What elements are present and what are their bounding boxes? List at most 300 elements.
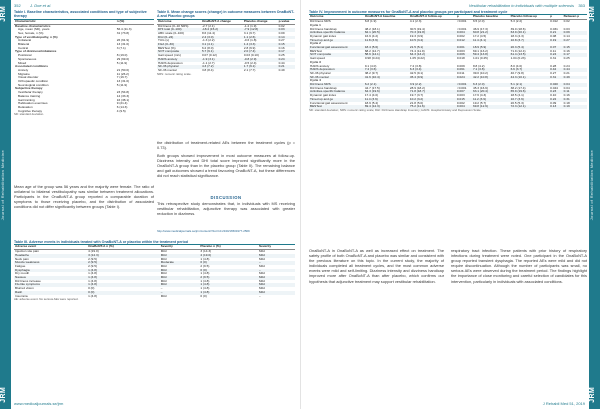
table-cell: 1 (4.8) xyxy=(199,283,258,287)
table-cell: Habituation exercises xyxy=(18,101,48,106)
table-cell: Gait speed (m/s) xyxy=(158,53,181,58)
table-cell: 4 (9.5) xyxy=(116,108,126,113)
table-cell: Moderate xyxy=(160,261,200,265)
table-cell: Mild xyxy=(160,278,167,283)
table-cell: Rash xyxy=(14,291,87,295)
table-cell: 71.8 (18.7) xyxy=(409,90,456,94)
left-running-header: J. Doe et al. xyxy=(30,3,52,8)
table-cell: 5 (11.9) xyxy=(116,82,128,87)
table-cell: 11.2 (3.9) xyxy=(472,98,510,102)
table-cell: 8 (19.0) xyxy=(116,53,128,58)
table-cell: 0.28 xyxy=(550,63,557,68)
table-3 xyxy=(14,240,295,302)
table-cell: 18.4 (5.6) xyxy=(364,46,409,50)
table-cell: 0.98 (0.24) xyxy=(364,56,380,61)
table-cell: 2 (9.5) xyxy=(88,256,98,261)
table-cell: 2.0 (7.4) xyxy=(243,50,278,54)
table-cell: 2.1 (7.7) xyxy=(243,67,256,72)
table-cell: 0.020 xyxy=(549,83,563,87)
table-cell: Positional xyxy=(18,53,32,58)
table-cell: Headache xyxy=(14,254,87,258)
table-cell: 0.49 xyxy=(563,76,587,80)
table-cell: Mild xyxy=(160,293,167,298)
table-cell: 2.4 (3.0) xyxy=(201,36,243,40)
table-cell: 56.4 (11.3) xyxy=(116,27,132,32)
right-text-b: respiratory tract infection. These patients with prior history of respiratory infections during treatment were noted. One participant in the OnaBoNT-A group reported transient dysphagia. The reported AEs were mild and did not require discontinuation. Although the number of participants was small, no serious AEs were observed during the treatment period. The findings highlight the importance of close monitoring and careful selection of candidates for this intervention, particularly in individuals with associated conditions. xyxy=(451,248,587,284)
table-cell: 0.15 xyxy=(563,46,587,50)
table-2 xyxy=(157,10,295,76)
table-cell: 8.0 (4.0) xyxy=(510,63,523,68)
table-cell: Mild xyxy=(258,291,295,295)
table-cell: 0.09 xyxy=(278,30,285,35)
table-cell: 10.7 (3.6) xyxy=(510,98,550,102)
table-3-header: Placebo n (%) xyxy=(199,245,258,250)
table-cell: – xyxy=(259,293,261,298)
table-cell: – xyxy=(160,286,163,291)
table-cell: 0.061 xyxy=(456,68,472,72)
spine-journal-abbrev-top: JRM xyxy=(0,6,7,22)
table-cell: Mild xyxy=(160,276,200,280)
table-cell: -1.3 (2.2) xyxy=(201,38,215,43)
table-cell: 0.11 xyxy=(563,90,587,94)
table-cell: Mild xyxy=(259,271,265,276)
table-2-caption: Table II. Mean change scores (change) in outcome measures between OnaBoNT-A and Placebo groups xyxy=(157,10,295,19)
table-cell: Gait speed xyxy=(310,56,325,61)
table-cell: Baseline characteristics xyxy=(15,23,51,28)
table-3-header: Severity xyxy=(160,245,200,250)
right-running-header: Vestibular rehabilitation in individuals with multiple sclerosis xyxy=(468,3,574,8)
table-cell: 1.04 (0.23) xyxy=(510,56,526,61)
table-cell: 69.1 (13.2) xyxy=(472,48,488,53)
table-cell: ABC scale (0–100) xyxy=(158,30,184,35)
table-cell: Cycle 1 xyxy=(310,22,321,27)
table-cell: 0.13 xyxy=(549,105,563,109)
table-cell: 0 (0) xyxy=(200,293,207,298)
table-cell: 0.49 xyxy=(278,67,285,72)
table-4-header: p xyxy=(456,15,472,20)
table-cell: 46.9 (17.3) xyxy=(472,26,488,31)
table-cell: Type of dizziness/imbalance xyxy=(15,49,57,54)
table-cell: 3.8 (8.4) xyxy=(201,67,214,72)
table-cell: 6.6 (3.7) xyxy=(510,68,550,72)
table-cell: 0.31 xyxy=(563,98,587,102)
table-cell: 0.024 xyxy=(456,76,472,80)
table-cell: 0.015 xyxy=(456,98,472,102)
table-cell: Timed up and go xyxy=(309,39,364,43)
table-cell: 0.31 xyxy=(550,56,557,61)
table-cell: DGI (0–24) xyxy=(157,36,201,40)
table-4-grid xyxy=(309,14,587,109)
table-cell: 11 (26.2) xyxy=(116,71,129,76)
table-cell: Fatigue xyxy=(15,263,26,268)
table-cell: 17.4 (4.0) xyxy=(364,93,379,98)
table-cell: 69.8 (12.9) xyxy=(472,105,510,109)
table-cell: 0.07 (0.12) xyxy=(201,53,217,58)
table-cell: 0.004 xyxy=(456,31,472,35)
table-cell: 9.1 (4.0) xyxy=(364,63,377,68)
table-cell: Dizziness NRS xyxy=(310,19,331,24)
table-cell: – xyxy=(258,261,295,265)
table-cell: Neurological condition xyxy=(18,82,49,87)
table-cell: SOT composite xyxy=(309,53,364,57)
table-cell: 0.16 xyxy=(563,93,570,98)
table-cell: 20.5 (5.3) xyxy=(510,100,524,105)
table-cell: 14 (33.3) xyxy=(116,93,130,98)
table-cell: 0.18 xyxy=(563,100,570,105)
table-cell: 7.4 (3.6) xyxy=(364,68,409,72)
table-cell: 10.8 (3.7) xyxy=(510,39,550,43)
table-cell: 0.02 xyxy=(563,19,570,24)
table-cell: Functional gait assessment xyxy=(309,46,364,50)
table-cell: 28.9 (18.2) xyxy=(409,85,425,90)
table-cell: Activities-specific balance xyxy=(309,90,364,94)
table-cell: 1.05 (0.22) xyxy=(409,56,425,61)
table-cell: 17.6 (4.3) xyxy=(472,93,487,98)
table-cell: Vestibular therapy xyxy=(18,90,43,95)
table-cell: Mild xyxy=(258,283,295,287)
table-cell: Balance training xyxy=(18,93,41,98)
table-cell: 64.3 (19.6) xyxy=(364,90,409,94)
table-2-header: Outcome xyxy=(157,19,201,24)
table-cell: Dynamic gait index xyxy=(310,33,337,38)
table-cell: 1 (4.8) xyxy=(88,278,98,283)
table-cell: 0.19 xyxy=(549,39,563,43)
table-cell: Nausea xyxy=(14,276,87,280)
table-cell: Cognitive therapy xyxy=(18,108,43,113)
table-cell: 7.2 (3.8) xyxy=(409,63,422,68)
table-cell: 0.22 xyxy=(549,98,563,102)
table-cell: 0.006 xyxy=(456,53,472,57)
table-cell: Dynamic gait index xyxy=(310,93,337,98)
table-cell: 3.1 (9.7) xyxy=(243,30,256,35)
table-cell: 2 (9.5) xyxy=(200,263,210,268)
table-cell: 0.08 xyxy=(550,33,557,38)
table-cell: Flu-like symptoms xyxy=(14,283,87,287)
table-cell: 4 (19.0) xyxy=(88,249,99,254)
table-cell: 18.9 (5.9) xyxy=(472,46,510,50)
table-cell: 3 (7.1) xyxy=(116,45,126,50)
table-cell: <0.001 xyxy=(456,83,472,87)
table-cell: 4.1 (2.3) xyxy=(409,19,422,24)
table-cell: 0.42 xyxy=(549,68,563,72)
table-cell: HADS anxiety xyxy=(310,63,330,68)
table-cell: 29 (69.0) xyxy=(116,56,130,61)
table-cell: 0.21 xyxy=(563,70,570,75)
table-2-header: p-value xyxy=(278,19,295,24)
table-cell: 45.3 (16.9) xyxy=(472,85,488,90)
table-cell: 0 (0) xyxy=(88,286,95,291)
table-cell: 1.01 (0.25) xyxy=(472,56,488,61)
table-cell: Mild xyxy=(160,263,167,268)
discussion-heading: DISCUSSION xyxy=(210,195,242,200)
table-cell: 1 (4.8) xyxy=(200,278,210,283)
table-cell: -1.1 (2.7) xyxy=(201,60,215,65)
table-cell: Anxiety xyxy=(18,67,29,72)
table-cell: Injection site pain xyxy=(15,249,39,254)
table-cell: 3 (14.3) xyxy=(200,249,212,254)
table-4 xyxy=(309,10,587,112)
table-cell: 0.21 xyxy=(278,65,295,69)
table-cell: SOT composite xyxy=(157,50,201,54)
table-cell: 13 (31.0) xyxy=(116,42,130,47)
table-cell: 0 (0) xyxy=(199,269,258,273)
table-cell: Cycle 2 xyxy=(310,41,321,46)
table-cell: 58.6 (14.1) xyxy=(364,53,409,57)
table-cell: 38.2 (17.4) xyxy=(510,85,526,90)
table-cell: 0.009 xyxy=(456,63,465,68)
table-cell: Neck pain xyxy=(15,256,29,261)
table-cell: 0.003 xyxy=(456,48,465,53)
table-cell: 19.3 (3.9) xyxy=(409,33,424,38)
table-cell: Gait training xyxy=(18,97,35,102)
table-cell: Mild xyxy=(259,249,265,254)
table-cell: -2.7 (2.1) xyxy=(201,23,215,28)
table-cell: Associated conditions xyxy=(15,64,49,69)
table-cell: 0.003 xyxy=(456,93,465,98)
table-cell: 18.3 (4.3) xyxy=(510,33,524,38)
table-cell: 6.2 (8.0) xyxy=(201,45,214,50)
table-cell: Dizziness NRS xyxy=(309,83,364,87)
table-cell: 69.4 (12.3) xyxy=(364,105,409,109)
table-cell: 5.1 (2.1) xyxy=(510,83,550,87)
table-cell: 72.3 (12.1) xyxy=(510,105,550,109)
table-cell: Mild xyxy=(259,263,265,268)
table-cell: 0.44 xyxy=(563,68,587,72)
table-cell: 0.14 xyxy=(278,36,295,40)
table-cell: 2 (9.5) xyxy=(87,261,160,265)
table-cell: 2 (9.5) xyxy=(88,263,98,268)
table-cell: 3.1 (4.1) xyxy=(201,43,243,47)
table-cell: 0.04 xyxy=(563,83,587,87)
table-cell: 18.5 (4.1) xyxy=(510,93,524,98)
table-cell: BESTest (%) xyxy=(158,45,176,50)
table-cell: 6.3 (2.0) xyxy=(472,83,510,87)
table-cell: Sex, female, n (%) xyxy=(18,30,44,35)
table-cell: 48.2 (18.1) xyxy=(364,26,380,31)
table-cell: FGA (0–30) xyxy=(157,43,201,47)
table-cell: -1.2 (1.9) xyxy=(243,23,257,28)
table-cell: Dizziness (0–10 NRS) xyxy=(158,23,189,28)
spine-journal-abbrev-bottom: JRM xyxy=(589,387,596,403)
table-cell: Timed up and go xyxy=(309,98,364,102)
table-cell: Migraine xyxy=(18,71,30,76)
table-cell: Visual disorder xyxy=(18,75,39,80)
spine-journal-full: Journal of Rehabilitation Medicine xyxy=(589,150,594,221)
table-3-caption: Table III. Adverse events in individuals treated with OnaBoNT-A or placebo within the treatment period xyxy=(14,240,188,244)
table-cell: 7.1 (3.8) xyxy=(472,68,510,72)
table-cell: -1.9 (3.1) xyxy=(201,58,243,62)
table-cell: 0.004 xyxy=(456,105,472,109)
table-cell: 31 (73.8) xyxy=(116,30,130,35)
table-cell: 5.3 (2.2) xyxy=(510,19,523,24)
table-cell: 0.15 xyxy=(278,43,295,47)
table-cell: 0.03 (0.10) xyxy=(243,53,259,58)
table-cell: 63.9 (20.1) xyxy=(510,31,550,35)
table-cell: Mild xyxy=(160,249,167,254)
table-cell: 0.09 xyxy=(563,31,587,35)
table-cell: 26 (61.9) xyxy=(116,38,130,43)
table-cell: 60.8 (21.2) xyxy=(472,31,510,35)
table-cell: Spontaneous xyxy=(18,56,37,61)
left-spine xyxy=(0,0,11,409)
table-cell: Orthopaedic condition xyxy=(18,79,49,84)
table-cell: 63.1 (20.4) xyxy=(472,90,510,94)
table-3-header: Adverse event xyxy=(14,245,87,250)
table-cell: 0.27 xyxy=(550,70,557,75)
table-cell: 70.3 (19.8) xyxy=(409,31,456,35)
table-cell: 0.16 xyxy=(563,48,570,53)
table-cell: 1.7 (6.1) xyxy=(243,65,278,69)
right-footer: J Rehabil Med 51, 2019 xyxy=(542,401,585,406)
table-cell: Mixed xyxy=(18,60,27,65)
table-cell: 0 (0) xyxy=(199,261,258,265)
table-4-header: Between p xyxy=(563,15,587,20)
table-cell: 0.012 xyxy=(550,19,558,24)
table-1-caption: Table I. Baseline characteristics, associated conditions and type of subjective therapy xyxy=(14,10,147,19)
spine-journal-abbrev-bottom: JRM xyxy=(0,387,7,403)
table-cell: -0.6 (1.8) xyxy=(243,38,257,43)
table-cell: <0.001 xyxy=(456,26,467,31)
table-4-header: Placebo baseline xyxy=(472,15,510,20)
discussion-text: This retrospective study demonstrates that, in individuals with MS receiving vestibular rehabilitation, adjunctive therapy was associated with greater reduction in dizziness. xyxy=(157,201,295,217)
table-cell: 11.4 (4.1) xyxy=(472,39,510,43)
table-cell: Relaxation xyxy=(18,104,33,109)
table-cell: Dysphagia xyxy=(14,269,87,273)
table-cell: 0.03 xyxy=(278,28,295,32)
table-cell: 6.3 (3.4) xyxy=(409,68,456,72)
table-cell: 1 (4.8) xyxy=(87,269,160,273)
table-cell: 0.002 xyxy=(456,100,465,105)
table-cell: 1.1 (2.6) xyxy=(243,36,278,40)
table-cell: Dizziness increase xyxy=(15,278,41,283)
table-cell: 68.2 (12.7) xyxy=(364,48,380,53)
table-cell: Mild xyxy=(258,254,295,258)
table-cell: 0.16 xyxy=(278,45,285,50)
table-cell: 1 (4.8) xyxy=(87,276,160,280)
table-cell: 8.8 (4.2) xyxy=(472,63,485,68)
table-4-header: Placebo follow-up xyxy=(510,15,550,20)
table-cell: Type of vestibulopathy, n (%) xyxy=(15,34,58,39)
table-cell: 0.44 xyxy=(278,60,285,65)
table-cell: – xyxy=(160,291,200,295)
table-cell: -18.4 (15.2) xyxy=(201,28,243,32)
table-cell: 71.9 (12.4) xyxy=(510,48,526,53)
table-cell: Dizziness handicap xyxy=(310,85,337,90)
table-cell: HADS depression xyxy=(309,68,364,72)
table-cell: 0.14 xyxy=(563,33,570,38)
table-cell: 7 (16.7) xyxy=(116,75,128,80)
table-cell: 1 (4.8) xyxy=(200,256,210,261)
table-4-header: OnaBoNT-A follow-up xyxy=(409,15,456,20)
table-cell: Mild xyxy=(160,254,200,258)
table-cell: 10.2 (3.2) xyxy=(409,98,456,102)
table-cell: 4.3 (7.2) xyxy=(201,65,243,69)
table-1-note: SD: standard deviation. xyxy=(14,112,45,117)
left-text-a: Mean age of the group was 56 years and the majority were female. The ratio of unilateral to bilateral vestibulopathy was similar between treatment allocations. Participants in the OnaBoNT-A group reported a comparable duration of symptoms to those receiving placebo, and the distribution of associated conditions did not differ significantly between groups (Table I). xyxy=(14,184,154,210)
table-cell: 2.8 (6.9) xyxy=(243,45,256,50)
table-cell: 0.031 xyxy=(550,26,558,31)
table-cell: – xyxy=(258,269,295,273)
table-cell: 0.02 xyxy=(278,23,285,28)
table-cell: Functional gait assessment xyxy=(310,100,348,105)
table-cell: TUG (s) xyxy=(158,38,169,43)
table-cell: 39.0 (18.6) xyxy=(510,26,526,31)
left-page-number: 352 xyxy=(14,3,21,8)
table-cell: 0.007 xyxy=(456,90,472,94)
table-cell: 1 (4.8) xyxy=(87,283,160,287)
table-cell: 62.1 (20.5) xyxy=(364,31,409,35)
table-cell: Cycle 3 xyxy=(310,59,321,64)
table-cell: 30.5 (19.4) xyxy=(409,26,425,31)
table-cell: 0.24 xyxy=(549,53,563,57)
table-cell: 0.24 xyxy=(563,63,570,68)
table-cell: 0.17 xyxy=(278,50,295,54)
table-cell: <0.001 xyxy=(456,19,467,24)
table-1 xyxy=(14,10,154,117)
table-cell: 19.2 (5.7) xyxy=(472,100,487,105)
table-cell: 0.25 xyxy=(563,56,570,61)
table-1-header: n (%) xyxy=(116,19,154,24)
table-4-note: SD: standard deviation; NRS: numeric rating scale; DHI: Dizziness Handicap Inventory; HADS: Hospital Anxiety and Depression Scale. xyxy=(309,107,482,112)
table-cell: Cycle 4 xyxy=(310,78,321,83)
table-cell: 38.2 (9.7) xyxy=(364,70,379,75)
table-3-header: Severity xyxy=(258,245,295,250)
table-cell: 21.5 (5.1) xyxy=(409,46,456,50)
table-cell: <0.001 xyxy=(456,85,467,90)
table-cell: 5.7 (9.1) xyxy=(201,50,243,54)
table-cell: BESTest xyxy=(309,105,364,109)
table-cell: Mild xyxy=(160,271,167,276)
table-cell: 1.4 (3.3) xyxy=(243,43,278,47)
left-text-c: Both groups showed improvement in most outcome measures at follow-up. Dizziness intensity and DHI total score improved significantly more in the OnaBoNT-A group than in the placebo group (Table II). The remaining balance and gait outcomes showed a trend favouring OnaBoNT-A, but these differences did not reach statistical significance. xyxy=(157,153,295,179)
table-cell: 21.8 (5.0) xyxy=(409,100,424,105)
table-cell: -0.5 (2.4) xyxy=(243,60,257,65)
table-4-header: p xyxy=(549,15,563,20)
table-cell: 8.6 (11.4) xyxy=(201,30,215,35)
table-cell: 0.002 xyxy=(456,33,465,38)
table-cell: 42.5 (9.1) xyxy=(409,70,424,75)
table-cell: 6.5 (2.0) xyxy=(472,19,485,24)
table-cell: Dry mouth xyxy=(15,271,30,276)
table-cell: 0.09 xyxy=(550,100,557,105)
right-page xyxy=(300,0,600,409)
table-cell: 0.17 xyxy=(563,53,587,57)
right-page-number: 353 xyxy=(578,3,585,8)
table-cell: 59.4 (13.8) xyxy=(472,53,510,57)
table-cell: 11.8 (3.9) xyxy=(364,39,409,43)
left-footer[interactable]: www.medicaljournals.se/jrm xyxy=(14,401,64,406)
table-cell: 0.018 xyxy=(456,56,465,61)
table-cell: 1 (4.8) xyxy=(88,271,98,276)
table-cell: 64.3 (13.2) xyxy=(409,53,456,57)
table-cell: HADS anxiety xyxy=(157,58,201,62)
table-cell: Mild xyxy=(160,256,167,261)
table-cell: 1 (4.8) xyxy=(200,271,210,276)
table-cell: Mild xyxy=(258,276,295,280)
table-cell: 0.31 xyxy=(549,76,563,80)
left-text-b: the distribution of treatment-related AEs between the treatment cycles (p = 0.73). xyxy=(157,140,295,151)
table-cell: 0.001 xyxy=(456,46,472,50)
table-cell: 0.23 xyxy=(549,90,563,94)
table-cell: 16 (38.1) xyxy=(116,97,130,102)
table-cell: 45.4 (9.9) xyxy=(409,76,456,80)
table-cell: 65.9 (19.6) xyxy=(510,90,550,94)
left-footnote[interactable]: http://www.medicaljournals.se/jrm/content/?doi=10.2340/16501977-2569 xyxy=(157,229,250,233)
table-cell: 40.7 (9.8) xyxy=(510,70,524,75)
table-3-grid xyxy=(14,244,295,298)
table-2-grid xyxy=(157,19,295,73)
table-cell: 6 (14.3) xyxy=(116,104,128,109)
